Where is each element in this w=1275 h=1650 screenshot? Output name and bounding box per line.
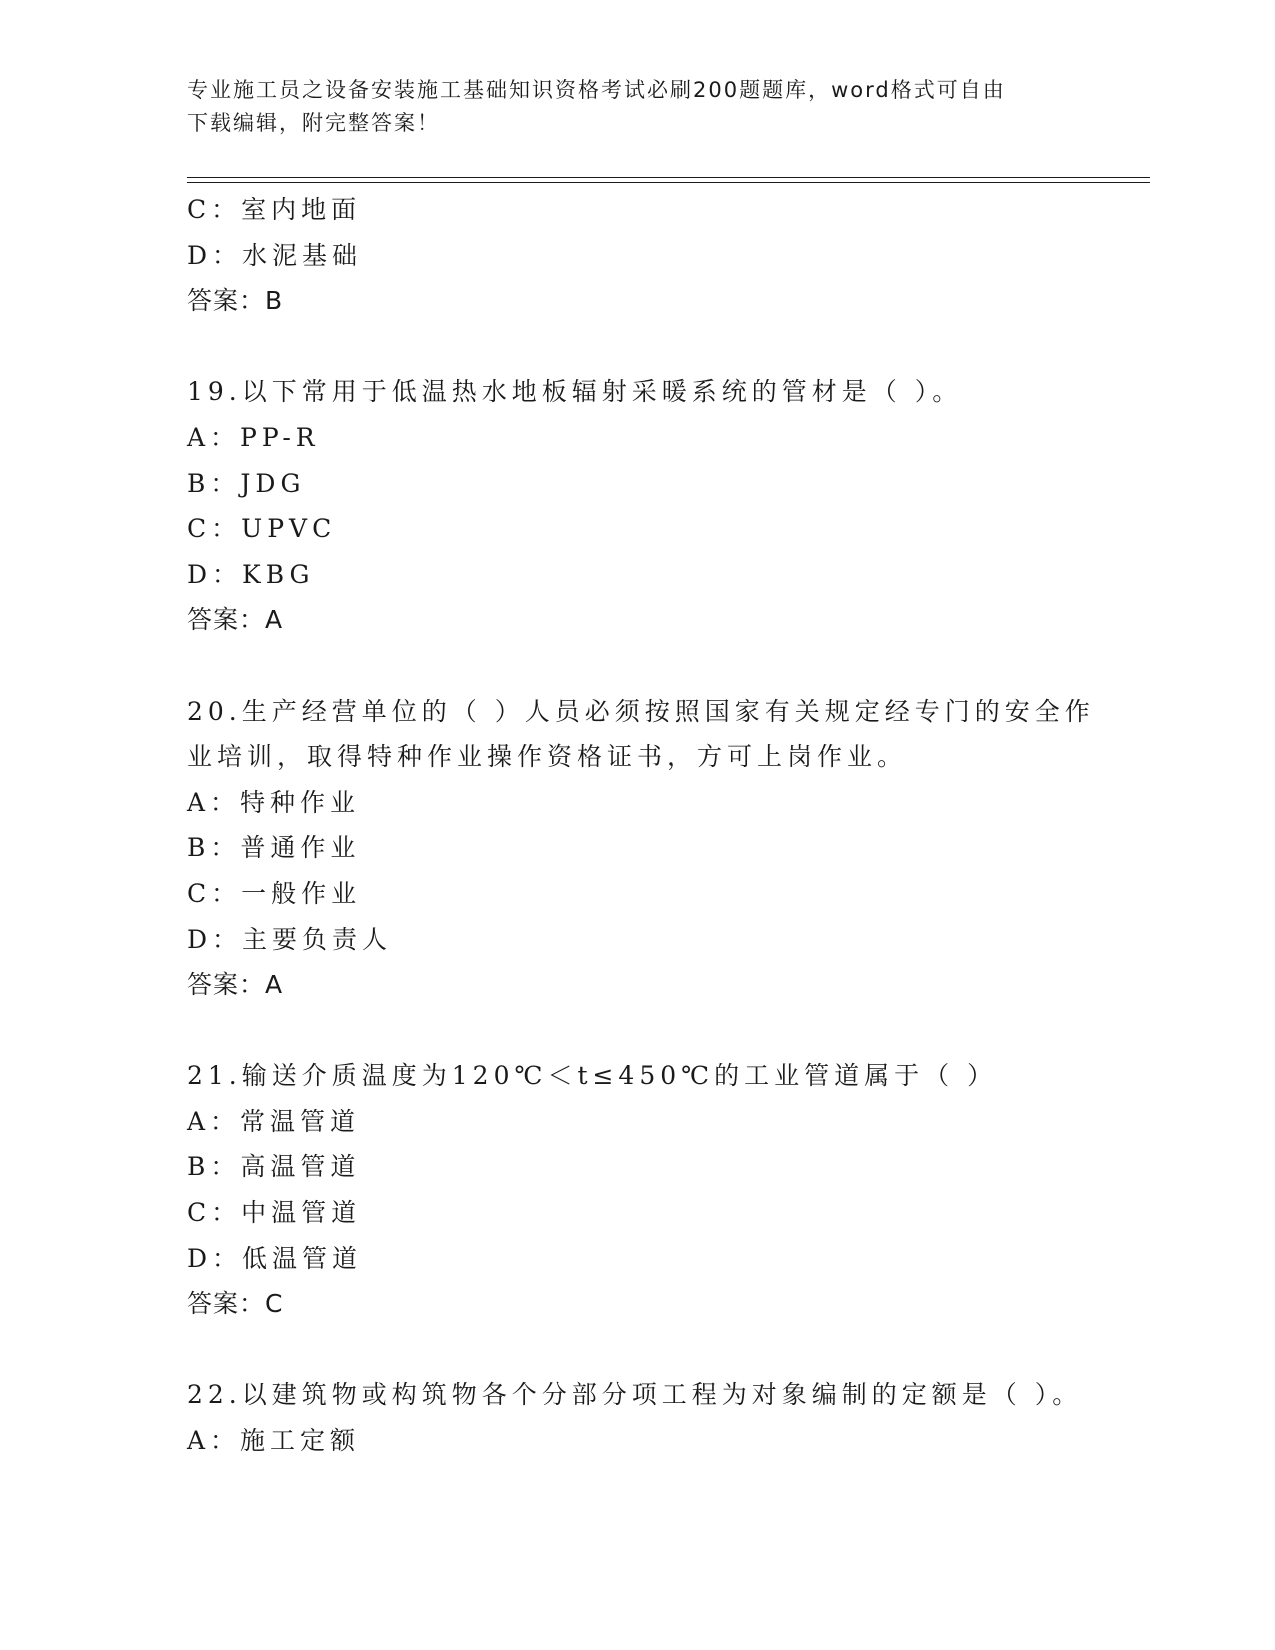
question-text: 业培训，取得特种作业操作资格证书，方可上岗作业。 xyxy=(187,742,908,772)
header-line-2: 下载编辑，附完整答案！ xyxy=(187,111,440,135)
spacer xyxy=(187,643,1087,689)
question-19 xyxy=(187,369,1087,643)
option-line: B：普通作业 xyxy=(187,833,361,863)
option-line: D：水泥基础 xyxy=(187,240,363,270)
option-line: D：主要负责人 xyxy=(187,924,393,954)
question-text: 20.生产经营单位的（ ）人员必须按照国家有关规定经专门的安全作 xyxy=(187,696,1095,726)
question-text: 22.以建筑物或构筑物各个分部分项工程为对象编制的定额是（ ）。 xyxy=(187,1380,1083,1410)
option-line: C：中温管道 xyxy=(187,1198,362,1228)
option-line: C：室内地面 xyxy=(187,195,362,224)
question-22 xyxy=(187,1372,1087,1463)
header-line-1: 专业施工员之设备安装施工基础知识资格考试必刷200题题库，word格式可自由 xyxy=(187,78,1006,102)
header-rule-bottom xyxy=(187,182,1150,183)
spacer xyxy=(187,1327,1087,1373)
document-header xyxy=(187,74,1067,140)
answer-line: 答案：B xyxy=(187,286,284,316)
option-line: D：KBG xyxy=(187,559,315,589)
answer-line: 答案：C xyxy=(187,1289,284,1319)
answer-line: 答案：A xyxy=(187,605,284,635)
option-line: C：UPVC xyxy=(187,514,337,544)
option-line: B：JDG xyxy=(187,468,306,498)
question-21 xyxy=(187,1053,1087,1327)
option-line: A：常温管道 xyxy=(187,1106,361,1136)
header-rule-top xyxy=(187,177,1150,178)
option-line: D：低温管道 xyxy=(187,1243,363,1273)
answer-line: 答案：A xyxy=(187,970,284,1000)
option-line: C：一般作业 xyxy=(187,878,362,908)
question-20 xyxy=(187,689,1095,1008)
spacer xyxy=(187,1008,1087,1054)
option-line: A：PP-R xyxy=(187,422,320,452)
option-line: A：施工定额 xyxy=(187,1426,361,1456)
document-body xyxy=(187,187,1095,1464)
option-line: B：高温管道 xyxy=(187,1152,361,1182)
option-line: A：特种作业 xyxy=(187,787,361,817)
question-text: 19.以下常用于低温热水地板辐射采暖系统的管材是（ ）。 xyxy=(187,377,963,407)
spacer xyxy=(187,324,1087,370)
question-text: 21.输送介质温度为120℃＜t≤450℃的工业管道属于（ ） xyxy=(187,1061,998,1091)
